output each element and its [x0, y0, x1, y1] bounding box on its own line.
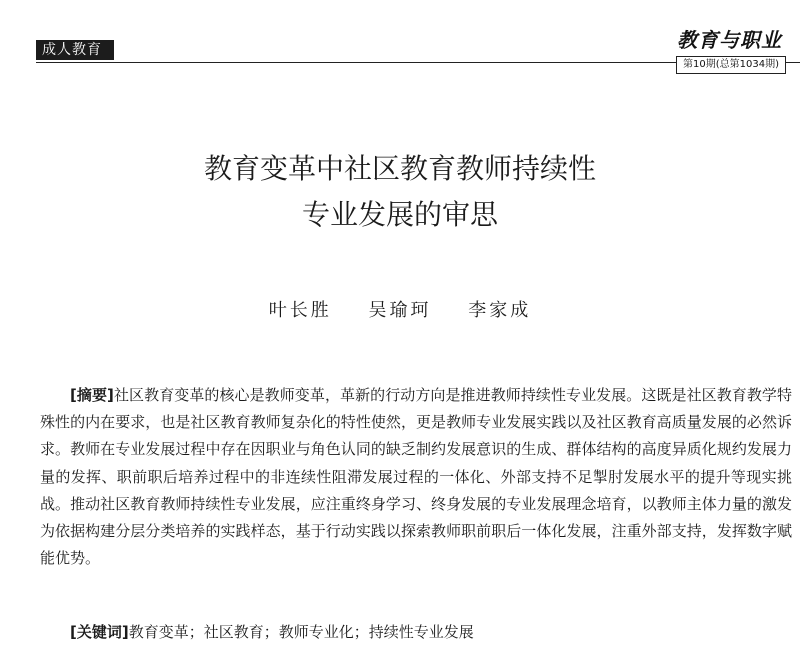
author-name: 吴瑜珂 [368, 300, 432, 321]
title-line-1: 教育变革中社区教育教师持续性 [203, 152, 596, 185]
section-tag: 成人教育 [36, 40, 114, 60]
abstract-label: [摘要] [70, 386, 114, 404]
author-name: 叶长胜 [268, 300, 332, 321]
abstract [40, 382, 792, 572]
keywords [70, 619, 790, 646]
keywords-label: [关键词] [70, 623, 129, 641]
issue-number: 第10期(总第1034期) [676, 56, 786, 74]
journal-name: 教育与职业 [677, 28, 782, 52]
abstract-text: 社区教育变革的核心是教师变革，革新的行动方向是推进教师持续性专业发展。这既是社区教育教学特殊性的内在要求，也是社区教育教师复杂化的特性使然，更是教师专业发展实践以及社区教育高质量发展的必然诉求。教师在专业发展过程中存在因职业与角色认同的缺乏制约发展意识的生成、群体结构的高度异质化规约发展力量的发挥、职前职后培养过程中的非连续性阻滞发展过程的一体化、外部支持不足掣肘发展水平的提升等现实挑战。推动社区教育教师持续性专业发展，应注重终身学习、终身发展的专业发展理念培育，以教师主体力量的激发为依据构建分层分类培养的实践样态，基于行动实践以探索教师职前职后一体化发展，注重外部支持，发挥数字赋能优势。 [40, 386, 792, 568]
keywords-text: 教育变革；社区教育；教师专业化；持续性专业发展 [128, 623, 474, 641]
title-line-2: 专业发展的审思 [301, 198, 498, 231]
article-title [0, 146, 800, 238]
author-name: 李家成 [468, 300, 532, 321]
page-header [0, 0, 800, 80]
author-list [0, 296, 800, 322]
